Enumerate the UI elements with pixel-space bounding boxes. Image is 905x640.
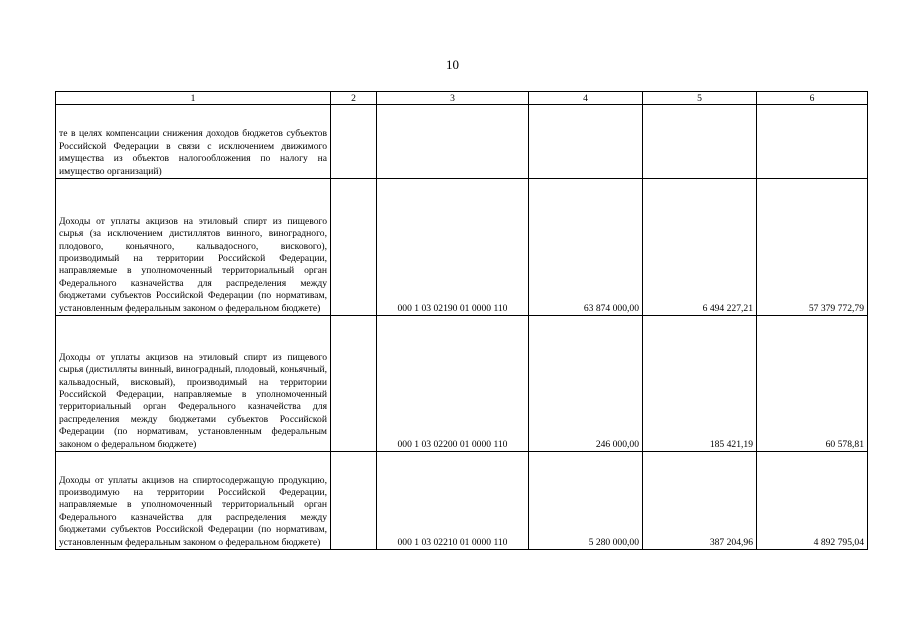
executed-amount: 387 204,96 <box>643 452 757 550</box>
column-header: 2 <box>331 92 377 105</box>
cell-col2 <box>331 105 377 179</box>
cell-col2 <box>331 179 377 316</box>
revenue-description: те в целях компенсации снижения доходов бюджетов субъектов Российской Федерации в связи с исключением движимого имущества из объектов налогообложения по налогу на имущество организаций) <box>56 105 331 179</box>
page-number: 10 <box>446 57 459 72</box>
budget-classification-code: 000 1 03 02190 01 0000 110 <box>377 179 529 316</box>
column-header: 5 <box>643 92 757 105</box>
budget-classification-code <box>377 105 529 179</box>
executed-amount: 6 494 227,21 <box>643 179 757 316</box>
remaining-amount: 4 892 795,04 <box>757 452 868 550</box>
revenue-description: Доходы от уплаты акцизов на этиловый спирт из пищевого сырья (за исключением дистиллятов винного, виноградного, плодового, коньячного, кальвадосного, вискового), производимый на территории Российской Федерации, направляемые в уполномоченный территориальный орган Федерального казначейства для распределения между бюджетами субъектов Российской Федерации (по нормативам, установленным федеральным законом о федеральном бюджете) <box>56 179 331 316</box>
table-row <box>56 316 868 452</box>
table-header-row <box>56 92 868 105</box>
column-header: 3 <box>377 92 529 105</box>
column-header: 4 <box>529 92 643 105</box>
planned-amount: 63 874 000,00 <box>529 179 643 316</box>
executed-amount <box>643 105 757 179</box>
planned-amount: 246 000,00 <box>529 316 643 452</box>
budget-classification-code: 000 1 03 02210 01 0000 110 <box>377 452 529 550</box>
planned-amount: 5 280 000,00 <box>529 452 643 550</box>
column-header: 1 <box>56 92 331 105</box>
cell-col2 <box>331 316 377 452</box>
table-row <box>56 179 868 316</box>
planned-amount <box>529 105 643 179</box>
executed-amount: 185 421,19 <box>643 316 757 452</box>
remaining-amount <box>757 105 868 179</box>
revenue-description: Доходы от уплаты акцизов на этиловый спирт из пищевого сырья (дистилляты винный, виноградный, плодовый, коньячный, кальвадосный, висковый), производимый на территории Российской Федерации, направляемые в уполномоченный территориальный орган Федерального казначейства для распределения между бюджетами субъектов Российской Федерации (по нормативам, установленным федеральным законом о федеральном бюджете) <box>56 316 331 452</box>
cell-col2 <box>331 452 377 550</box>
column-header: 6 <box>757 92 868 105</box>
budget-classification-code: 000 1 03 02200 01 0000 110 <box>377 316 529 452</box>
budget-revenue-table <box>55 91 868 550</box>
remaining-amount: 60 578,81 <box>757 316 868 452</box>
table-row <box>56 105 868 179</box>
remaining-amount: 57 379 772,79 <box>757 179 868 316</box>
table-row <box>56 452 868 550</box>
revenue-description: Доходы от уплаты акцизов на спиртосодержащую продукцию, производимую на территории Российской Федерации, направляемые в уполномоченный территориальный орган Федерального казначейства для распределения между бюджетами субъектов Российской Федерации (по нормативам, установленным федеральным законом о федеральном бюджете) <box>56 452 331 550</box>
